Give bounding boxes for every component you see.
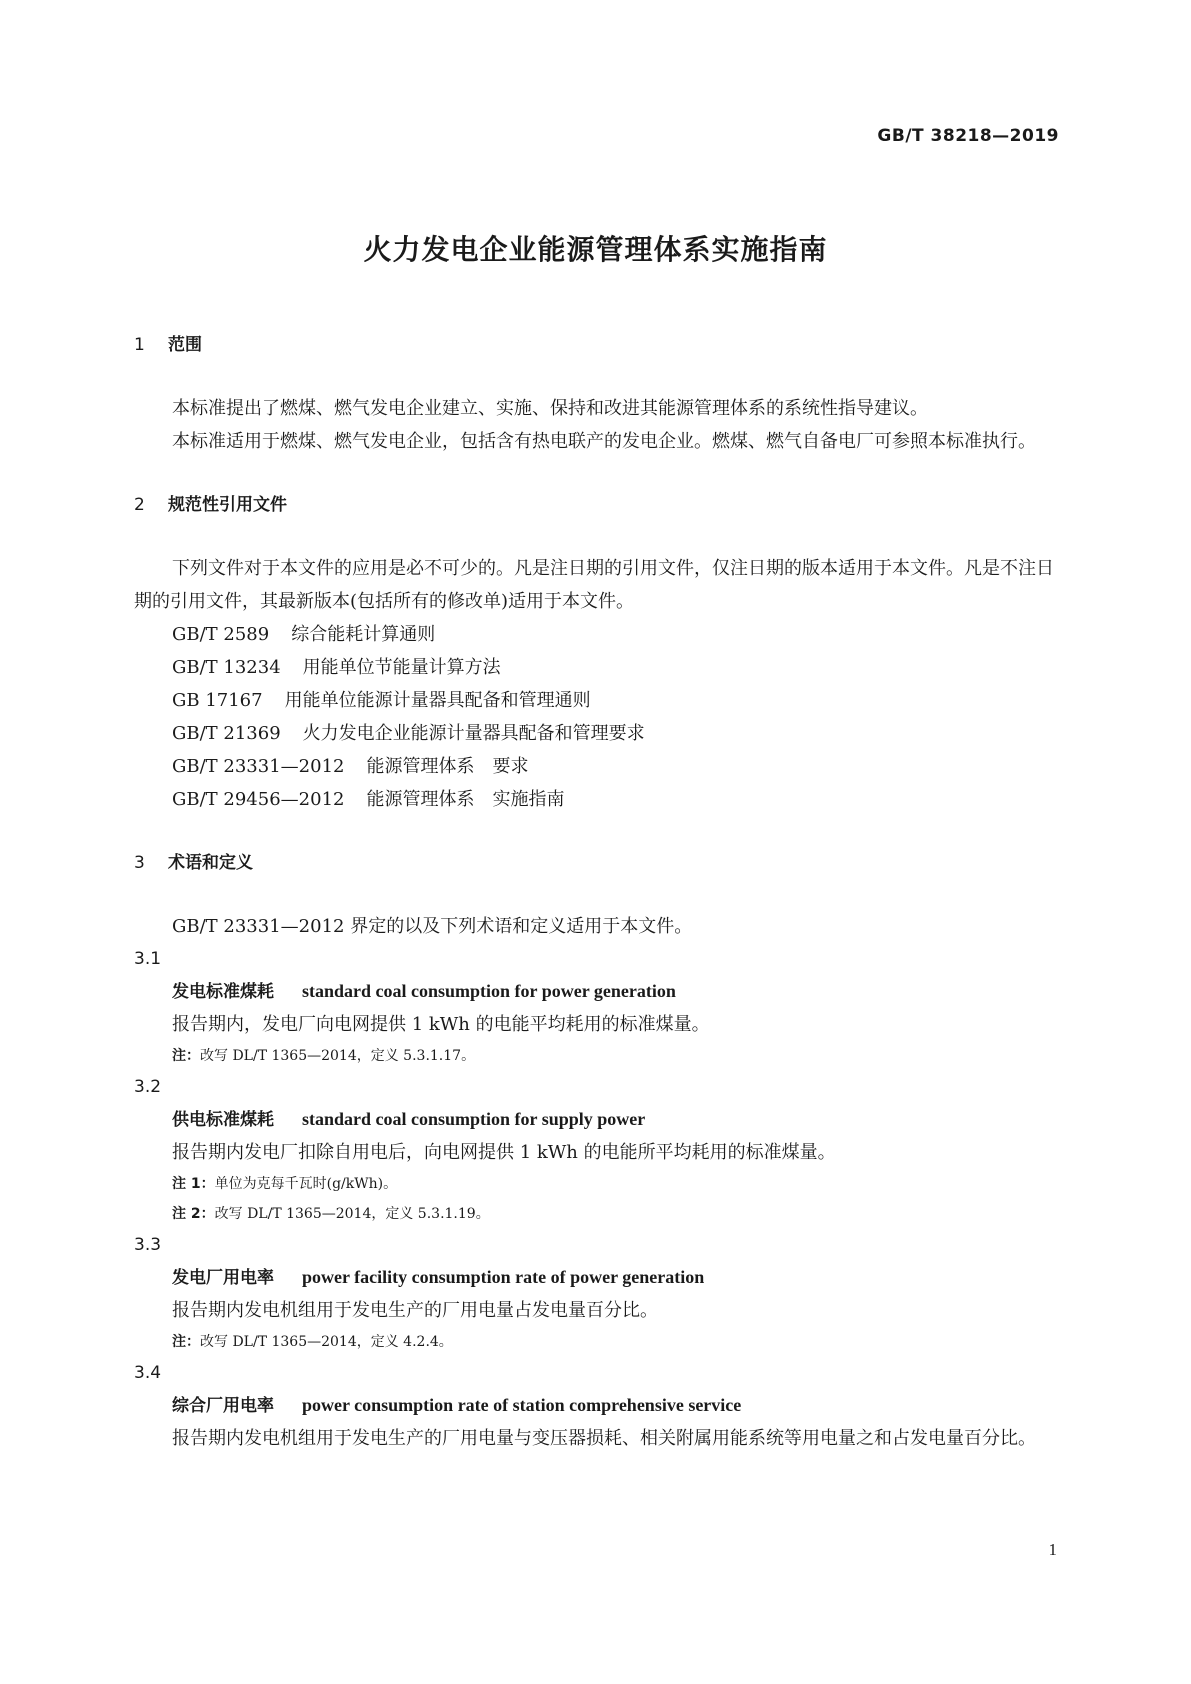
reference-title: 能源管理体系 实施指南 [366,789,565,810]
term-definition: 报告期内发电厂扣除自用电后，向电网提供 1 kWh 的电能所平均耗用的标准煤量。 [172,1142,836,1163]
term-entry [134,1261,1058,1294]
term-zh: 发电标准煤耗 [172,982,274,1002]
term-note [134,1199,1058,1229]
reference-code: GB/T 21369 [172,723,281,744]
reference-item [134,717,1058,750]
references-intro: 下列文件对于本文件的应用是必不可少的。凡是注日期的引用文件，仅注日期的版本适用于本文件。凡是不注日期的引用文件，其最新版本(包括所有的修改单)适用于本文件。 [134,558,1054,612]
term-definition: 报告期内发电机组用于发电生产的厂用电量与变压器损耗、相关附属用能系统等用电量之和占发电量百分比。 [172,1428,1036,1449]
reference-title: 用能单位节能量计算方法 [302,657,501,678]
section-title: 术语和定义 [168,853,253,873]
document-title: 火力发电企业能源管理体系实施指南 [363,233,828,266]
term-entry [134,1103,1058,1136]
term-number: 3.1 [134,949,162,969]
note-text: 改写 DL/T 1365—2014，定义 5.3.1.19。 [214,1206,490,1222]
reference-title: 综合能耗计算通则 [291,624,436,645]
term-entry [134,1389,1058,1422]
terms-intro: GB/T 23331—2012 界定的以及下列术语和定义适用于本文件。 [172,916,693,937]
section-heading-scope [134,330,1058,360]
term-zh: 供电标准煤耗 [172,1110,274,1130]
term-note [134,1327,1058,1357]
note-label: 注 2： [172,1206,215,1222]
note-label: 注： [172,1334,200,1350]
section-number: 2 [134,495,145,515]
reference-code: GB/T 29456—2012 [172,789,345,810]
reference-item [134,750,1058,783]
page-number: 1 [1048,1540,1057,1559]
reference-item [134,651,1058,684]
term-en: standard coal consumption for power generation [302,981,676,1001]
section-number: 3 [134,853,145,873]
reference-code: GB/T 2589 [172,624,270,645]
term-en: standard coal consumption for supply power [302,1109,646,1129]
term-note [134,1041,1058,1071]
reference-title: 火力发电企业能源计量器具配备和管理要求 [302,723,645,744]
reference-item [134,684,1058,717]
reference-code: GB 17167 [172,690,263,711]
reference-code: GB/T 13234 [172,657,281,678]
term-definition: 报告期内发电机组用于发电生产的厂用电量占发电量百分比。 [172,1300,658,1321]
note-text: 单位为克每千瓦时(g/kWh)。 [214,1176,398,1192]
reference-title: 用能单位能源计量器具配备和管理通则 [284,690,591,711]
note-text: 改写 DL/T 1365—2014，定义 5.3.1.17。 [200,1048,476,1064]
scope-paragraph: 本标准提出了燃煤、燃气发电企业建立、实施、保持和改进其能源管理体系的系统性指导建议。 [172,398,928,419]
term-zh: 综合厂用电率 [172,1396,274,1416]
term-number: 3.3 [134,1235,162,1255]
standard-code: GB/T 38218—2019 [877,126,1059,146]
term-note [134,1169,1058,1199]
term-en: power facility consumption rate of power generation [302,1267,705,1287]
section-title: 规范性引用文件 [168,495,287,515]
note-label: 注： [172,1048,200,1064]
reference-title: 能源管理体系 要求 [366,756,529,777]
term-zh: 发电厂用电率 [172,1268,274,1288]
note-text: 改写 DL/T 1365—2014，定义 4.2.4。 [200,1334,453,1350]
reference-item [134,618,1058,651]
term-number: 3.4 [134,1363,162,1383]
term-number: 3.2 [134,1077,162,1097]
term-entry [134,975,1058,1008]
note-label: 注 1： [172,1176,215,1192]
scope-paragraph: 本标准适用于燃煤、燃气发电企业，包括含有热电联产的发电企业。燃煤、燃气自备电厂可参照本标准执行。 [172,431,1036,452]
section-title: 范围 [168,335,202,355]
section-heading-terms-definitions [134,848,1058,878]
term-en: power consumption rate of station comprehensive service [302,1395,742,1415]
reference-code: GB/T 23331—2012 [172,756,345,777]
document-body [134,330,1058,1455]
section-heading-normative-references [134,490,1058,520]
term-definition: 报告期内，发电厂向电网提供 1 kWh 的电能平均耗用的标准煤量。 [172,1014,710,1035]
section-number: 1 [134,335,145,355]
reference-item [134,783,1058,816]
